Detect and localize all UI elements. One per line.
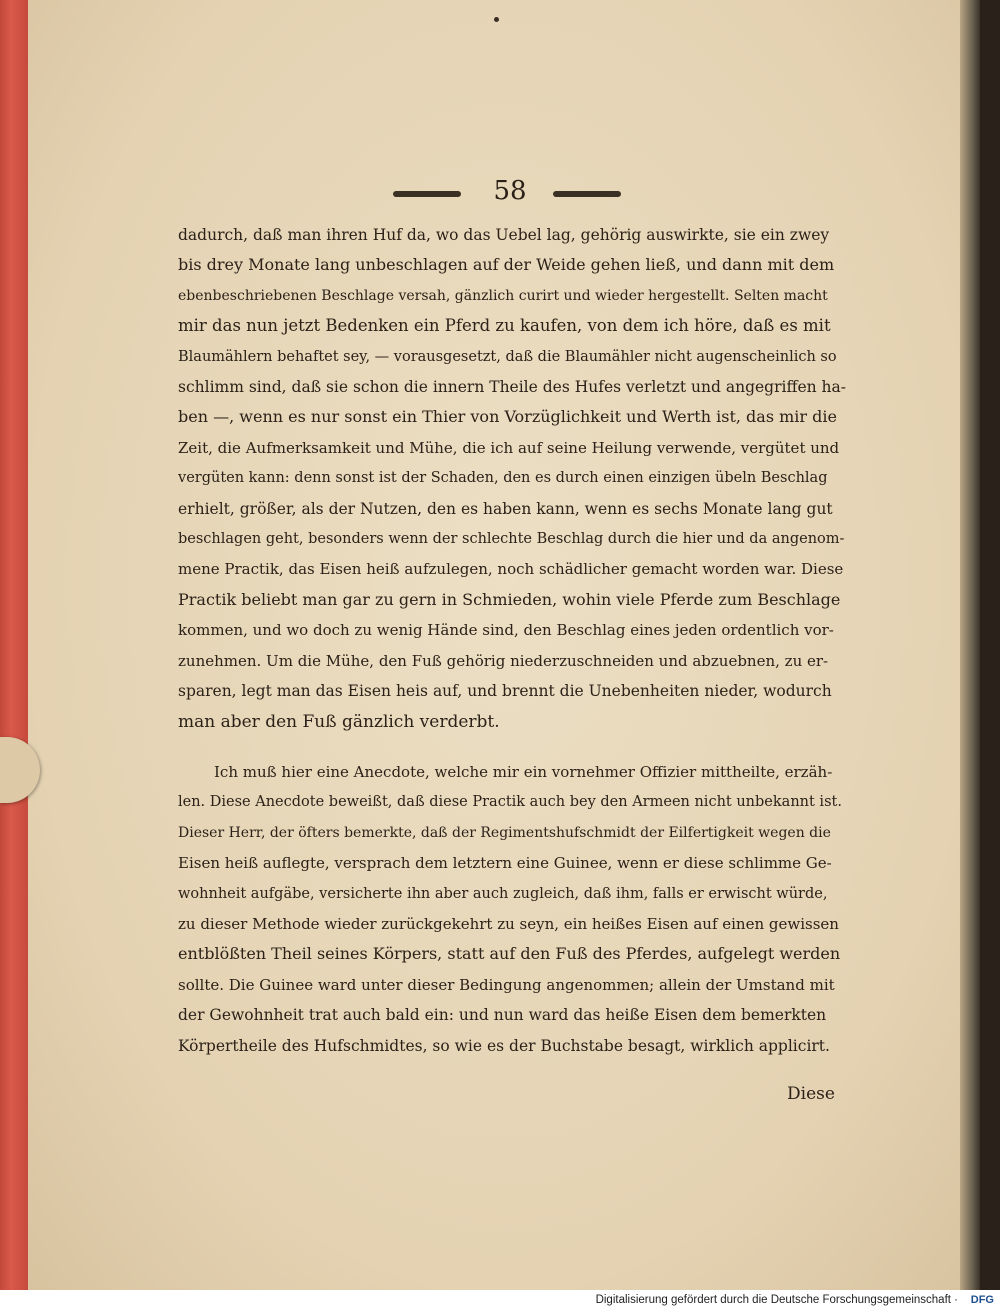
ink-dot xyxy=(494,17,499,22)
text-line: ben —, wenn es nur sonst ein Thier von Vorzüglichkeit und Werth ist, das mir die xyxy=(178,407,837,427)
page-red-edge xyxy=(0,0,28,1290)
text-line: mene Practik, das Eisen heiß aufzulegen, noch schädlicher gemacht worden war. Diese xyxy=(178,560,844,579)
text-line: sollte. Die Guinee ward unter dieser Bedingung angenommen; allein der Umstand mit xyxy=(178,975,835,994)
footer-credit: Digitalisierung gefördert durch die Deutsche Forschungsgemeinschaft · xyxy=(595,1294,958,1306)
text-line: len. Diese Anecdote beweißt, daß diese Practik auch bey den Armeen nicht unbekannt ist. xyxy=(178,794,842,811)
text-line: dadurch, daß man ihren Huf da, wo das Uebel lag, gehörig auswirkte, sie ein zwey xyxy=(178,226,830,244)
text-line: Eisen heiß auflegte, versprach dem letztern eine Guinee, wenn er diese schlimme Ge- xyxy=(178,854,832,873)
dfg-logo-icon: DFG xyxy=(970,1294,994,1306)
text-line: Ich muß hier eine Anecdote, welche mir ein vornehmer Offizier mittheilte, erzäh- xyxy=(214,763,833,781)
text-line: sparen, legt man das Eisen heis auf, und brennt die Unebenheiten nieder, wodurch xyxy=(178,682,832,701)
text-line: mir das nun jetzt Bedenken ein Pferd zu kaufen, von dem ich höre, daß es mit xyxy=(178,316,831,336)
text-line: entblößten Theil seines Körpers, statt auf den Fuß des Pferdes, aufgelegt werden xyxy=(178,944,841,964)
text-line: Blaumählern behaftet sey, — vorausgesetzt, daß die Blaumähler nicht augenscheinlich so xyxy=(178,348,837,365)
text-line: Körpertheile des Hufschmidtes, so wie es der Buchstabe besagt, wirklich applicirt. xyxy=(178,1036,830,1055)
page-number: 58 xyxy=(493,176,527,206)
text-line: der Gewohnheit trat auch bald ein: und nun ward das heiße Eisen dem bemerkten xyxy=(178,1006,827,1025)
text-line: erhielt, größer, als der Nutzen, den es haben kann, wenn es sechs Monate lang gut xyxy=(178,499,833,518)
text-line: Zeit, die Aufmerksamkeit und Mühe, die ich auf seine Heilung verwende, vergütet und xyxy=(178,438,840,457)
text-line: Dieser Herr, der öfters bemerkte, daß der Regimentshufschmidt der Eilfertigkeit wegen die xyxy=(178,824,831,841)
paragraph-1 xyxy=(178,220,846,737)
text-line: man aber den Fuß gänzlich verderbt. xyxy=(178,711,500,732)
text-line: beschlagen geht, besonders wenn der schlechte Beschlag durch die hier und da angenom- xyxy=(178,531,845,548)
text-line: kommen, und wo doch zu wenig Hände sind, den Beschlag eines jeden ordentlich vor- xyxy=(178,621,834,640)
header-rule-right xyxy=(553,191,621,197)
page-gutter-shadow xyxy=(960,0,980,1290)
text-line: schlimm sind, daß sie schon die innern Theile des Hufes verletzt und angegriffen ha- xyxy=(178,378,846,397)
text-line: bis drey Monate lang unbeschlagen auf der Weide gehen ließ, und dann mit dem xyxy=(178,255,835,275)
text-line: wohnheit aufgäbe, versicherte ihn aber auch zugleich, daß ihm, falls er erwischt würde, xyxy=(178,885,828,902)
text-line: ebenbeschriebenen Beschlage versah, gänzlich curirt und wieder hergestellt. Selten macht xyxy=(178,287,828,304)
paragraph-2 xyxy=(178,757,846,1061)
text-line: Practik beliebt man gar zu gern in Schmieden, wohin viele Pferde zum Beschlage xyxy=(178,589,841,609)
text-line: vergüten kann: denn sonst ist der Schaden, den es durch einen einzigen übeln Beschlag xyxy=(178,470,828,487)
catchword: Diese xyxy=(787,1084,835,1104)
text-line: zunehmen. Um die Mühe, den Fuß gehörig niederzuschneiden und abzuebnen, zu er- xyxy=(178,651,829,670)
text-line: zu dieser Methode wieder zurückgekehrt zu seyn, ein heißes Eisen auf einen gewissen xyxy=(178,915,839,934)
header-rule-left xyxy=(393,191,461,197)
